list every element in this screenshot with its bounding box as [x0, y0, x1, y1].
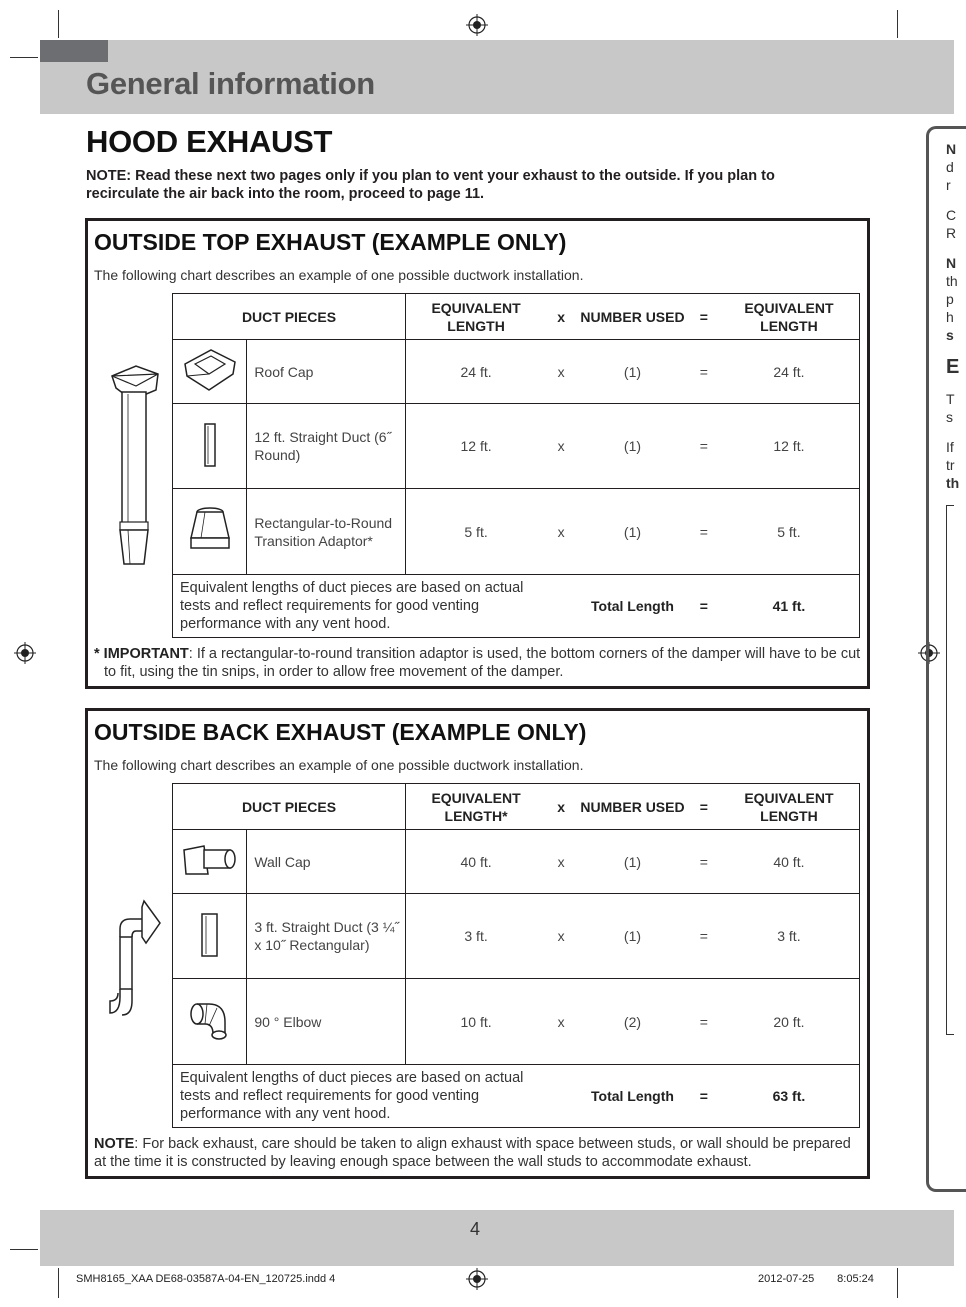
side-letter: th: [946, 273, 958, 289]
back-exhaust-intro: The following chart describes an example of one possible ductwork installation.: [94, 757, 584, 773]
number-used: (1): [576, 489, 688, 575]
back-exhaust-box: [85, 708, 870, 1179]
top-exhaust-title: OUTSIDE TOP EXHAUST (EXAMPLE ONLY): [94, 229, 567, 255]
file-slug: SMH8165_XAA DE68-03587A-04-EN_120725.indd 4: [76, 1273, 336, 1285]
equivalent-length: 3 ft.: [406, 894, 547, 979]
table-footnote: Equivalent lengths of duct pieces are based on actual tests and reflect requirements for good venting performance with any vent hood.: [173, 575, 547, 638]
times-sign: x: [546, 979, 576, 1065]
intro-note: NOTE: Read these next two pages only if you plan to vent your exhaust to the outside. If you plan to recirculate the air back into the room, proceed to page 11.: [86, 168, 775, 202]
back-exhaust-note: [94, 1135, 864, 1171]
row-total: 5 ft.: [719, 489, 860, 575]
roof-cap-icon: [173, 340, 247, 404]
table-footnote: Equivalent lengths of duct pieces are based on actual tests and reflect requirements for good venting performance with any vent hood.: [173, 1065, 547, 1128]
wall-cap-icon: [173, 830, 247, 894]
header-equals: =: [689, 784, 719, 830]
transition-adaptor-icon: [173, 489, 247, 575]
header-times: x: [546, 784, 576, 830]
table-row: [173, 404, 860, 489]
equivalent-length: 24 ft.: [406, 340, 547, 404]
footer-bar: [40, 1210, 954, 1266]
top-exhaust-intro: The following chart describes an example of one possible ductwork installation.: [94, 267, 584, 283]
slug-date: 2012-07-25: [758, 1273, 815, 1285]
table-row: [173, 830, 860, 894]
side-letter: N: [946, 255, 957, 271]
equals-sign: =: [689, 1065, 719, 1128]
slug-time: 8:05:24: [828, 1273, 874, 1285]
side-letter: T: [946, 391, 955, 407]
side-letter: E: [946, 356, 960, 378]
adjacent-table: [946, 505, 954, 1035]
total-length-value: 41 ft.: [719, 575, 860, 638]
section-title: HOOD EXHAUST: [86, 124, 333, 159]
side-letter: N: [946, 141, 957, 157]
important-label: * IMPORTANT: [94, 646, 189, 662]
side-letter: tr: [946, 457, 955, 473]
side-letter: If: [946, 439, 954, 455]
side-letter: d: [946, 159, 954, 175]
number-used: (1): [576, 404, 688, 489]
side-letter: th: [946, 475, 960, 491]
top-exhaust-table: [172, 293, 860, 638]
times-sign: x: [546, 404, 576, 489]
table-row: [173, 979, 860, 1065]
total-length-value: 63 ft.: [719, 1065, 860, 1128]
side-letter: p: [946, 291, 954, 307]
equivalent-length: 12 ft.: [406, 404, 547, 489]
header-equivalent-length: EQUIVALENT LENGTH: [719, 294, 860, 340]
side-letter: h: [946, 309, 954, 325]
table-row: [173, 340, 860, 404]
number-used: (2): [576, 979, 688, 1065]
times-sign: x: [546, 830, 576, 894]
header-duct-pieces: DUCT PIECES: [173, 784, 406, 830]
duct-piece-name: Roof Cap: [247, 340, 406, 404]
registration-mark-icon: [466, 14, 488, 36]
duct-piece-name: Rectangular-to-Round Transition Adaptor*: [247, 489, 406, 575]
registration-mark-icon: [466, 1268, 488, 1290]
header-duct-pieces: DUCT PIECES: [173, 294, 406, 340]
equivalent-length: 40 ft.: [406, 830, 547, 894]
crop-mark: [897, 1268, 898, 1298]
note-text: : For back exhaust, care should be taken to align exhaust with space between studs, or wall should be prepared at the time it is constructed by leaving enough space between the wall studs to accommodate exhaust.: [94, 1136, 851, 1170]
side-letter: s: [946, 327, 954, 343]
registration-mark-icon: [14, 642, 36, 664]
crop-mark: [10, 57, 38, 58]
equals-sign: =: [689, 575, 719, 638]
crop-mark: [58, 10, 59, 38]
row-total: 40 ft.: [719, 830, 860, 894]
rect-duct-icon: [173, 894, 247, 979]
back-exhaust-title: OUTSIDE BACK EXHAUST (EXAMPLE ONLY): [94, 719, 587, 745]
times-sign: x: [546, 489, 576, 575]
header-times: x: [546, 294, 576, 340]
side-letter: r: [946, 177, 951, 193]
note-label: NOTE: [94, 1136, 135, 1152]
back-exhaust-table: [172, 783, 860, 1128]
header-equivalent-length: EQUIVALENT LENGTH*: [406, 784, 547, 830]
side-letter: C: [946, 207, 957, 223]
header-equivalent-length: EQUIVALENT LENGTH: [719, 784, 860, 830]
side-letter: R: [946, 225, 957, 241]
header-number-used: NUMBER USED: [576, 784, 688, 830]
elbow-icon: [173, 979, 247, 1065]
crop-mark: [58, 1268, 59, 1298]
times-sign: x: [546, 894, 576, 979]
header-tab: [40, 40, 108, 62]
times-sign: x: [546, 340, 576, 404]
table-row: [173, 489, 860, 575]
top-exhaust-box: [85, 218, 870, 689]
important-text: : If a rectangular-to-round transition adaptor is used, the bottom corners of the damper will have to be cut to fit, using the tin snips, in order to allow free movement of the damper.: [104, 646, 861, 680]
important-note: [94, 645, 864, 681]
page-header-title: General information: [86, 66, 375, 101]
straight-duct-icon: [173, 404, 247, 489]
total-length-label: Total Length: [576, 1065, 688, 1128]
equivalent-length: 10 ft.: [406, 979, 547, 1065]
crop-mark: [897, 10, 898, 38]
back-exhaust-assembly-icon: [106, 897, 164, 1017]
row-total: 20 ft.: [719, 979, 860, 1065]
row-total: 3 ft.: [719, 894, 860, 979]
crop-mark: [10, 1249, 38, 1250]
top-exhaust-assembly-icon: [106, 364, 166, 569]
header-number-used: NUMBER USED: [576, 294, 688, 340]
duct-piece-name: 12 ft. Straight Duct (6˝ Round): [247, 404, 406, 489]
header-equals: =: [689, 294, 719, 340]
duct-piece-name: Wall Cap: [247, 830, 406, 894]
header-equivalent-length: EQUIVALENT LENGTH: [406, 294, 547, 340]
equals-sign: =: [689, 340, 719, 404]
number-used: (1): [576, 830, 688, 894]
duct-piece-name: 90 ° Elbow: [247, 979, 406, 1065]
number-used: (1): [576, 340, 688, 404]
total-length-label: Total Length: [576, 575, 688, 638]
equals-sign: =: [689, 404, 719, 489]
equals-sign: =: [689, 830, 719, 894]
number-used: (1): [576, 894, 688, 979]
row-total: 24 ft.: [719, 340, 860, 404]
row-total: 12 ft.: [719, 404, 860, 489]
equals-sign: =: [689, 894, 719, 979]
equivalent-length: 5 ft.: [406, 489, 547, 575]
equals-sign: =: [689, 979, 719, 1065]
side-letter: s: [946, 409, 953, 425]
table-row: [173, 894, 860, 979]
page-number: 4: [470, 1219, 481, 1239]
duct-piece-name: 3 ft. Straight Duct (3 ¼˝ x 10˝ Rectangular): [247, 894, 406, 979]
equals-sign: =: [689, 489, 719, 575]
